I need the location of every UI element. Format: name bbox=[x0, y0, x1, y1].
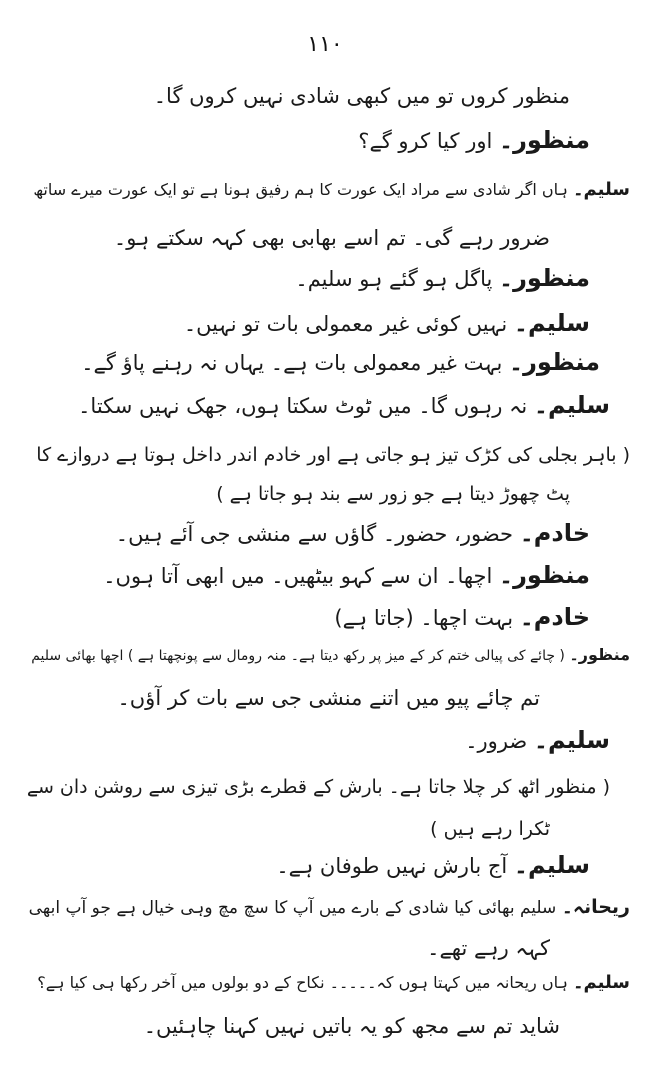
stage-direction bbox=[216, 477, 570, 509]
speaker-name: منظور۔ bbox=[569, 645, 630, 664]
line-text: آج بارش نہیں طوفان ہے۔ bbox=[276, 854, 514, 878]
line-text: حضور، حضور۔ گاؤں سے منشی جی آئے ہیں۔ bbox=[115, 522, 520, 546]
line-text: منظور کروں تو میں کبھی شادی نہیں کروں گا۔ bbox=[153, 84, 570, 108]
line-text: پاگل ہو گئے ہو سلیم۔ bbox=[295, 267, 500, 291]
line-text: اور کیا کرو گے؟ bbox=[358, 129, 500, 153]
page-number: ۱۱۰ bbox=[307, 32, 343, 57]
speaker-name: سلیم۔ bbox=[533, 726, 610, 754]
text-line bbox=[37, 968, 630, 1000]
speaker-name: منظور۔ bbox=[499, 264, 590, 292]
line-text: پٹ چھوڑ دیتا ہے جو زور سے بند ہو جاتا ہے ) bbox=[216, 483, 570, 505]
text-line bbox=[144, 1010, 560, 1042]
text-line bbox=[465, 725, 610, 757]
speaker-name: خادم۔ bbox=[519, 603, 590, 631]
text-line bbox=[117, 682, 540, 714]
speaker-name: منظور۔ bbox=[499, 561, 590, 589]
text-line bbox=[116, 518, 590, 550]
speaker-name: منظور۔ bbox=[509, 348, 600, 376]
line-text: ضرور۔ bbox=[465, 729, 534, 753]
line-text: بہت غیر معمولی بات ہے۔ یہاں نہ رہنے پاؤ گے۔ bbox=[81, 351, 510, 375]
line-text: بہت اچھا۔ (جاتا ہے) bbox=[334, 606, 520, 630]
speaker-name: سلیم۔ bbox=[533, 391, 610, 419]
text-line bbox=[31, 640, 630, 672]
line-text: ( منظور اٹھ کر چلا جاتا ہے۔ بارش کے قطرے بڑی تیزی سے روشن دان سے bbox=[26, 776, 610, 798]
line-text: ٹکرا رہے ہیں ) bbox=[430, 818, 550, 840]
line-text: نہیں کوئی غیر معمولی بات تو نہیں۔ bbox=[183, 312, 514, 336]
text-line bbox=[427, 932, 550, 964]
line-text: کہہ رہے تھے۔ bbox=[427, 936, 550, 960]
stage-direction bbox=[27, 770, 610, 802]
text-line bbox=[78, 390, 610, 422]
line-text: شاید تم سے مجھ کو یہ باتیں نہیں کہنا چاہئیں۔ bbox=[143, 1014, 560, 1038]
speaker-name: سلیم۔ bbox=[572, 972, 630, 993]
line-text: نہ رہوں گا۔ میں ٹوٹ سکتا ہوں، جھک نہیں سکتا۔ bbox=[78, 394, 534, 418]
speaker-name: منظور۔ bbox=[499, 126, 590, 154]
line-text: سلیم بھائی کیا شادی کے بارے میں آپ کا سچ مچ وہی خیال ہے جو آپ ابھی bbox=[28, 898, 562, 918]
speaker-name: ریحانہ۔ bbox=[561, 896, 630, 918]
text-line bbox=[81, 347, 600, 379]
text-line bbox=[103, 560, 590, 592]
speaker-name: سلیم۔ bbox=[513, 309, 590, 337]
text-line bbox=[295, 263, 590, 295]
text-line bbox=[334, 602, 590, 634]
text-line bbox=[184, 308, 590, 340]
line-text: تم چائے پیو میں اتنے منشی جی سے بات کر آؤں۔ bbox=[117, 686, 540, 710]
text-line bbox=[29, 892, 630, 924]
text-line bbox=[358, 125, 590, 157]
line-text: ہاں ریحانہ میں کہتا ہوں کہ۔۔۔۔۔ نکاح کے دو بولوں میں آخر رکھا ہی کیا ہے؟ bbox=[37, 973, 573, 992]
line-text: ضرور رہے گی۔ تم اسے بھابی بھی کہہ سکتے ہو۔ bbox=[113, 226, 550, 250]
line-text: اچھا۔ ان سے کہو بیٹھیں۔ میں ابھی آتا ہوں۔ bbox=[103, 564, 500, 588]
line-text: ( باہر بجلی کی کڑک تیز ہو جاتی ہے اور خادم اندر داخل ہوتا ہے دروازے کا bbox=[36, 444, 630, 466]
text-line bbox=[114, 222, 550, 254]
text-line bbox=[33, 175, 630, 207]
line-text: ہاں اگر شادی سے مراد ایک عورت کا ہم رفیق ہونا ہے تو ایک عورت میرے ساتھ bbox=[33, 180, 573, 199]
text-line bbox=[276, 850, 590, 882]
speaker-name: خادم۔ bbox=[519, 519, 590, 547]
speaker-name: سلیم۔ bbox=[513, 851, 590, 879]
text-line bbox=[154, 80, 570, 112]
speaker-name: سلیم۔ bbox=[572, 179, 630, 200]
stage-direction bbox=[430, 812, 550, 844]
line-text: ( چائے کی پیالی ختم کر کے میز پر رکھ دیتا ہے۔ منہ رومال سے پونچھتا ہے ) اچھا بھائی سلیم bbox=[31, 648, 570, 664]
stage-direction bbox=[36, 438, 630, 470]
